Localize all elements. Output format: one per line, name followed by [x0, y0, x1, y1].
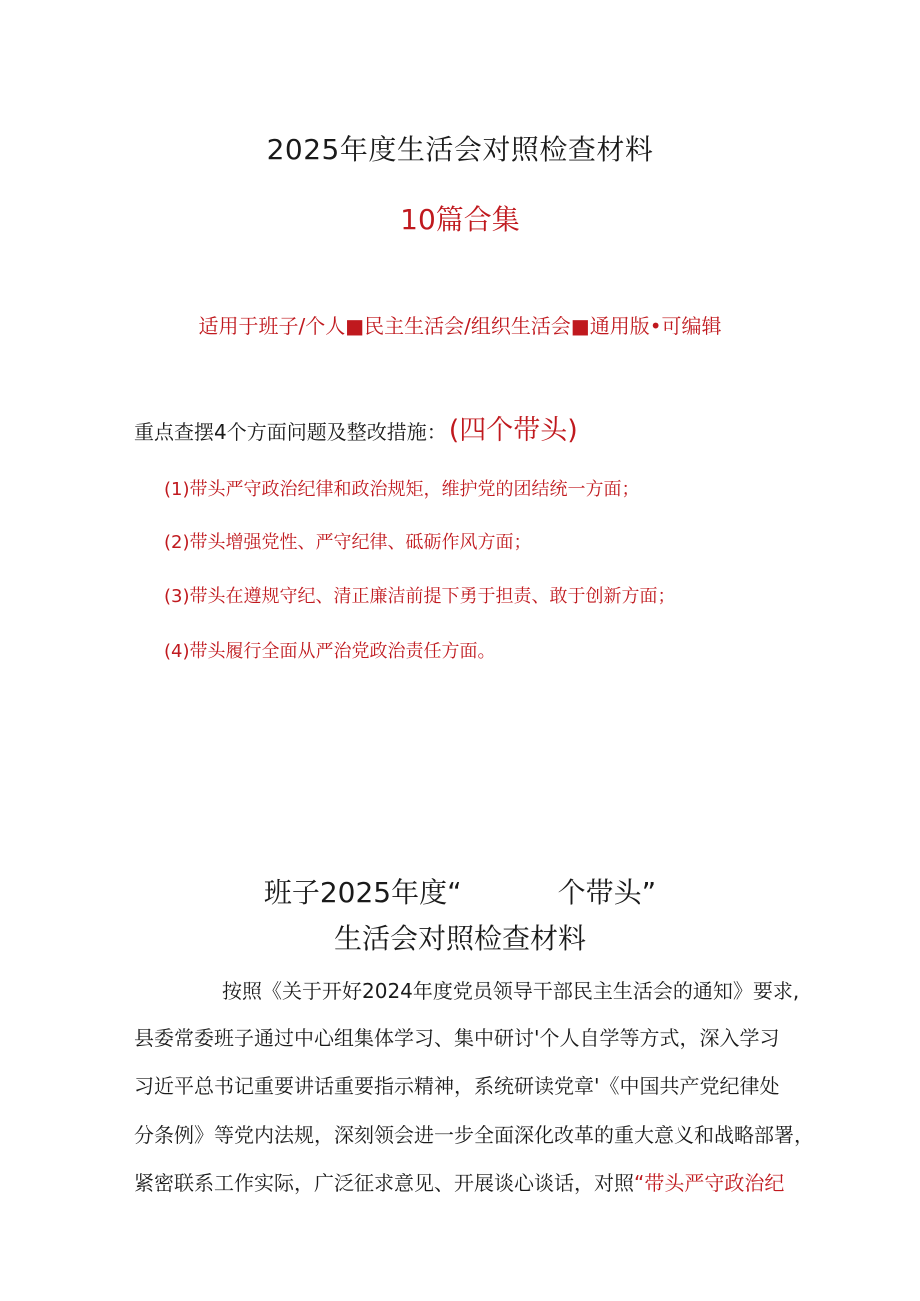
- document-title-line-2: 生活会对照检查材料: [333, 922, 586, 955]
- focus-lead: 重点查摆4个方面问题及整改措施：: [134, 420, 447, 444]
- cover-subtitle: 10篇合集: [400, 203, 520, 236]
- focus-item-3: (3)带头在遵规守纪、清正廉洁前提下勇于担责、敢于创新方面；: [164, 586, 676, 607]
- focus-highlight: (四个带头): [448, 415, 578, 446]
- document-title-left: 班子2025年度“: [263, 876, 462, 909]
- body-line-2: 县委常委班子通过中心组集体学习、集中研讨'个人自学等方式，深入学习: [134, 1026, 780, 1050]
- body-line-5: [134, 1167, 784, 1196]
- body-line-5-highlight: “带头严守政治纪: [634, 1171, 785, 1195]
- document-title-right: 个带头”: [557, 876, 657, 909]
- focus-item-4: (4)带头履行全面从严治党政治责任方面。: [164, 641, 496, 662]
- focus-heading: [134, 408, 578, 447]
- body-line-3: 习近平总书记重要讲话重要指示精神，系统研读党章'《中国共产党纪律处: [134, 1074, 780, 1098]
- cover-tagline: 适用于班子/个人■民主生活会/组织生活会■通用版•可编辑: [198, 314, 722, 338]
- focus-item-1: (1)带头严守政治纪律和政治规矩，维护党的团结统一方面；: [164, 479, 640, 500]
- document-title-line-1: [0, 871, 920, 911]
- body-line-5-text: 紧密联系工作实际，广泛征求意见、开展谈心谈话，对照: [134, 1171, 634, 1195]
- body-line-4: 分条例》等党内法规，深刻领会进一步全面深化改革的重大意义和战略部署，: [134, 1123, 814, 1147]
- body-line-1: 按照《关于开好2024年度党员领导干部民主生活会的通知》要求,: [222, 979, 800, 1003]
- focus-item-2: (2)带头增强党性、严守纪律、砥砺作风方面；: [164, 532, 532, 553]
- cover-title: 2025年度生活会对照检查材料: [266, 133, 654, 166]
